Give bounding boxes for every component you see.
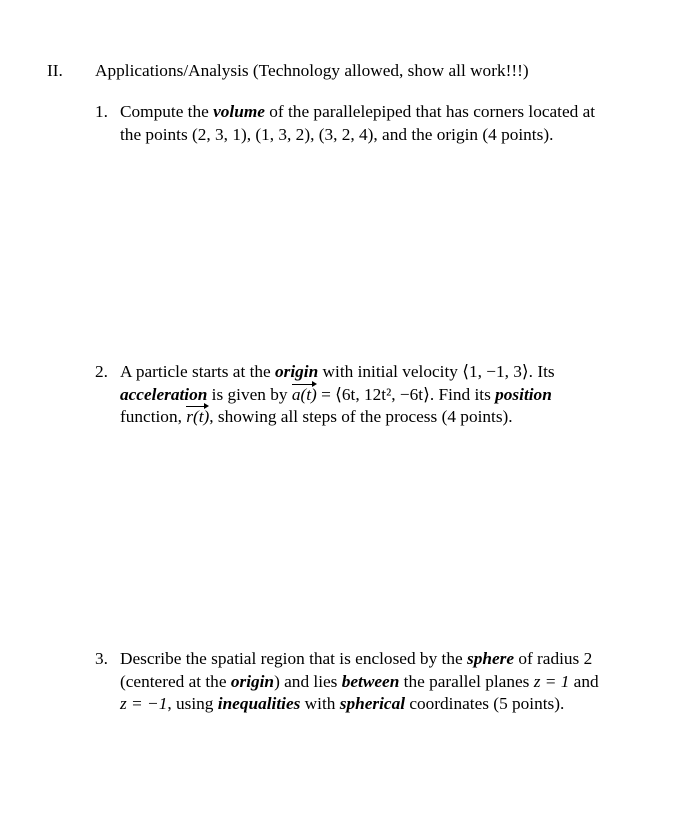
section-number: II. bbox=[47, 61, 63, 80]
problem-3-number: 3. bbox=[95, 649, 108, 668]
problem-3-line-2: (centered at the origin) and lies between the parallel planes z = 1 and bbox=[120, 671, 599, 691]
inequalities-emphasis: inequalities bbox=[217, 694, 301, 713]
sphere-emphasis: sphere bbox=[466, 649, 515, 668]
acceleration-expression: = ⟨6t, 12t², −6t⟩ bbox=[316, 384, 430, 404]
origin-emphasis: origin bbox=[275, 362, 319, 381]
between-emphasis: between bbox=[341, 671, 400, 691]
acceleration-vector: a(t) bbox=[292, 384, 317, 407]
plane-z-neg-1: z = −1 bbox=[120, 694, 168, 713]
position-emphasis: position bbox=[495, 384, 552, 404]
acceleration-emphasis: acceleration bbox=[120, 384, 208, 404]
section-title: Applications/Analysis (Technology allowed, show all work!!!) bbox=[95, 61, 529, 80]
problem-3-line-3: z = −1, using inequalities with spherical coordinates (5 points). bbox=[120, 694, 565, 713]
problem-3 bbox=[95, 648, 599, 716]
problem-1-line-2: the points (2, 3, 1), (1, 3, 2), (3, 2, 4), and the origin (4 points). bbox=[120, 124, 554, 144]
problem-2-line-3: function, r(t), showing all steps of the process (4 points). bbox=[120, 406, 555, 429]
problem-1-number: 1. bbox=[95, 102, 108, 121]
plane-z-1: z = 1 bbox=[533, 671, 570, 691]
problem-3-line-1: Describe the spatial region that is enclosed by the sphere of radius 2 bbox=[120, 649, 593, 668]
origin-emphasis: origin bbox=[230, 671, 275, 691]
problem-1 bbox=[95, 101, 595, 146]
problem-2-line-2: acceleration is given by a(t) = ⟨6t, 12t², −6t⟩. Find its position bbox=[120, 384, 555, 407]
problem-2 bbox=[95, 361, 555, 429]
spherical-emphasis: spherical bbox=[339, 694, 406, 713]
initial-velocity: ⟨1, −1, 3⟩ bbox=[462, 362, 529, 381]
problem-2-line-1: A particle starts at the origin with initial velocity ⟨1, −1, 3⟩. Its bbox=[120, 362, 555, 381]
problem-1-line-1: Compute the volume of the parallelepiped that has corners located at bbox=[120, 102, 596, 121]
position-vector: r(t) bbox=[186, 406, 209, 429]
volume-emphasis: volume bbox=[213, 102, 265, 121]
problem-2-number: 2. bbox=[95, 362, 108, 381]
